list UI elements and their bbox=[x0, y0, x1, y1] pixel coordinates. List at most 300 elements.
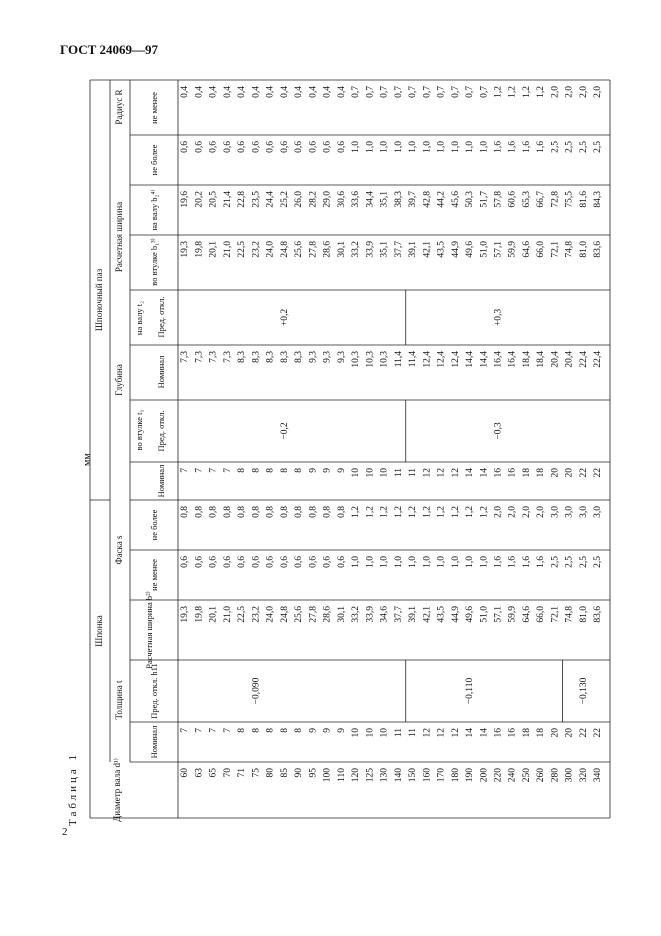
table-cell: 2,5 bbox=[578, 141, 589, 153]
table-cell: 51,7 bbox=[479, 191, 490, 208]
table-cell: 11 bbox=[393, 728, 404, 738]
table-cell: 0,6 bbox=[180, 141, 191, 153]
table-cell: 25,6 bbox=[294, 241, 305, 258]
table-cell: 1,2 bbox=[351, 506, 362, 518]
table-cell: 8 bbox=[279, 728, 290, 733]
table-cell: 1,0 bbox=[365, 141, 376, 153]
table-cell: 1,2 bbox=[436, 506, 447, 518]
table-cell: 19,3 bbox=[180, 241, 191, 258]
table-cell: 0,6 bbox=[308, 141, 319, 153]
table-cell: 1,0 bbox=[436, 141, 447, 153]
table-cell: 90 bbox=[294, 768, 305, 778]
table-cell: 0,6 bbox=[251, 556, 262, 568]
table-cell: 16,4 bbox=[507, 351, 518, 368]
table-cell: 10,3 bbox=[379, 351, 390, 368]
table-cell: 59,9 bbox=[507, 241, 518, 258]
table-cell: 9,3 bbox=[308, 351, 319, 363]
table-cell: 3,0 bbox=[564, 506, 575, 518]
table-cell: 21,0 bbox=[222, 606, 233, 623]
table-cell: 0,4 bbox=[308, 86, 319, 98]
table-cell: 260 bbox=[536, 768, 547, 783]
table-cell: 27,8 bbox=[308, 241, 319, 258]
table-cell: 81,0 bbox=[578, 241, 589, 258]
table-cell: 50,3 bbox=[465, 191, 476, 208]
table-cell: 8 bbox=[237, 728, 248, 733]
table-cell: 0,4 bbox=[237, 86, 248, 98]
table-cell: 1,2 bbox=[408, 506, 419, 518]
table-cell: 8,3 bbox=[279, 351, 290, 363]
table-cell: 80 bbox=[265, 768, 276, 778]
table-cell: 19,8 bbox=[194, 241, 205, 258]
table-cell: 23,5 bbox=[251, 191, 262, 208]
table-cell: 22,8 bbox=[237, 191, 248, 208]
table-cell: 1,0 bbox=[422, 556, 433, 568]
table-cell: 24,8 bbox=[279, 606, 290, 623]
table-cell: 25,2 bbox=[279, 191, 290, 208]
table-cell: 14 bbox=[479, 728, 490, 738]
table-cell: 1,6 bbox=[536, 141, 547, 153]
table-cell: 22,4 bbox=[593, 351, 604, 368]
table-cell: 12 bbox=[436, 728, 447, 738]
table-cell: 0,4 bbox=[194, 86, 205, 98]
table-cell: 44,9 bbox=[450, 606, 461, 623]
table-cell: 0,7 bbox=[422, 86, 433, 98]
table-cell: 33,2 bbox=[351, 241, 362, 258]
table-cell: 9,3 bbox=[336, 351, 347, 363]
table-cell: 16,4 bbox=[493, 351, 504, 368]
table-cell: 2,5 bbox=[564, 141, 575, 153]
table-cell: 0,6 bbox=[222, 556, 233, 568]
table-cell: 18 bbox=[521, 728, 532, 738]
table-cell: 22,4 bbox=[578, 351, 589, 368]
table-cell: 2,5 bbox=[593, 141, 604, 153]
table-cell: 43,5 bbox=[436, 241, 447, 258]
table-cell: 7 bbox=[222, 468, 233, 473]
table-cell: 320 bbox=[578, 768, 589, 783]
table-cell: 8 bbox=[294, 728, 305, 733]
table-cell: 42,1 bbox=[422, 241, 433, 258]
table-cell: 37,7 bbox=[393, 606, 404, 623]
table-cell: 1,2 bbox=[479, 506, 490, 518]
table-cell: 0,6 bbox=[208, 556, 219, 568]
table-cell: 1,0 bbox=[408, 556, 419, 568]
table-cell: 1,0 bbox=[422, 141, 433, 153]
table-cell: 14 bbox=[479, 468, 490, 478]
table-cell: 64,6 bbox=[521, 241, 532, 258]
table-cell: 8,3 bbox=[294, 351, 305, 363]
table-cell: 0,6 bbox=[251, 141, 262, 153]
table-cell: 150 bbox=[408, 768, 419, 783]
table-cell: 0,8 bbox=[194, 506, 205, 518]
table-cell: 14 bbox=[465, 468, 476, 478]
table-cell: 1,0 bbox=[379, 141, 390, 153]
header-tol-h11: Пред. откл. h11 bbox=[148, 663, 159, 719]
table-cell: 22 bbox=[578, 728, 589, 738]
table-cell: 2,0 bbox=[593, 86, 604, 98]
table-cell: 0,8 bbox=[251, 506, 262, 518]
table-cell: 20,4 bbox=[550, 351, 561, 368]
table-cell: 45,6 bbox=[450, 191, 461, 208]
table-cell: 33,9 bbox=[365, 606, 376, 623]
table-cell: 83,6 bbox=[593, 606, 604, 623]
table-cell: 1,0 bbox=[351, 141, 362, 153]
table-cell: 7 bbox=[180, 728, 191, 733]
table-cell: 1,6 bbox=[521, 141, 532, 153]
table-cell: 0,8 bbox=[222, 506, 233, 518]
table-cell: 125 bbox=[365, 768, 376, 783]
table-cell: 0,7 bbox=[351, 86, 362, 98]
table-cell: 0,8 bbox=[279, 506, 290, 518]
table-cell: 75 bbox=[251, 768, 262, 778]
table-cell: 1,2 bbox=[379, 506, 390, 518]
header-chamfer: Фаска s bbox=[114, 535, 125, 565]
table-cell: 12,4 bbox=[436, 351, 447, 368]
table-cell: 20 bbox=[564, 728, 575, 738]
header-keyway-group: Шпоночный паз bbox=[94, 268, 105, 332]
table-cell: 340 bbox=[593, 768, 604, 783]
table-cell: 8 bbox=[294, 468, 305, 473]
table-cell: 14 bbox=[465, 728, 476, 738]
table-cell: 9 bbox=[322, 728, 333, 733]
table-cell: 39,1 bbox=[408, 606, 419, 623]
table-cell: 10,3 bbox=[365, 351, 376, 368]
table-cell: 35,1 bbox=[379, 241, 390, 258]
table-cell: 7,3 bbox=[180, 351, 191, 363]
table-cell: 1,6 bbox=[507, 556, 518, 568]
table-cell: 280 bbox=[550, 768, 561, 783]
table-cell: 3,0 bbox=[550, 506, 561, 518]
table-cell: 3,0 bbox=[578, 506, 589, 518]
header-chamfer-max: не более bbox=[148, 509, 159, 541]
table-cell: 64,6 bbox=[521, 606, 532, 623]
table-cell: 9 bbox=[308, 468, 319, 473]
table-cell: 30,1 bbox=[336, 241, 347, 258]
tol-h11-b: −0,110 bbox=[465, 677, 476, 705]
table-cell: 84,3 bbox=[593, 191, 604, 208]
table-cell: 7,3 bbox=[194, 351, 205, 363]
table-cell: 25,6 bbox=[294, 606, 305, 623]
table-cell: 71 bbox=[237, 768, 248, 778]
table-cell: 33,2 bbox=[351, 606, 362, 623]
table-cell: 0,4 bbox=[336, 86, 347, 98]
table-cell: 23,2 bbox=[251, 241, 262, 258]
table-cell: 10 bbox=[351, 728, 362, 738]
table-cell: 12 bbox=[422, 468, 433, 478]
table-cell: 11 bbox=[393, 468, 404, 478]
table-cell: 10 bbox=[365, 728, 376, 738]
table-cell: 34,4 bbox=[365, 191, 376, 208]
table-cell: 51,0 bbox=[479, 241, 490, 258]
table-cell: 12 bbox=[436, 468, 447, 478]
table-cell: 220 bbox=[493, 768, 504, 783]
table-cell: 66,7 bbox=[536, 191, 547, 208]
table-cell: 7 bbox=[180, 468, 191, 473]
table-cell: 9 bbox=[336, 468, 347, 473]
table-cell: 0,6 bbox=[336, 556, 347, 568]
table-cell: 75,5 bbox=[564, 191, 575, 208]
table-cell: 0,6 bbox=[237, 556, 248, 568]
table-cell: 12,4 bbox=[450, 351, 461, 368]
table-cell: 130 bbox=[379, 768, 390, 783]
table-cell: 2,5 bbox=[550, 556, 561, 568]
table-cell: 1,0 bbox=[479, 141, 490, 153]
table-cell: 160 bbox=[422, 768, 433, 783]
table-cell: 18 bbox=[521, 468, 532, 478]
table-cell: 0,6 bbox=[322, 141, 333, 153]
header-hub-depth: во втулке t₁ bbox=[133, 409, 144, 451]
unit-label: мм bbox=[82, 453, 93, 466]
table-cell: 1,0 bbox=[450, 556, 461, 568]
table-cell: 7 bbox=[194, 468, 205, 473]
table-cell: 1,2 bbox=[422, 506, 433, 518]
table-cell: 66,0 bbox=[536, 241, 547, 258]
table-cell: 26,0 bbox=[294, 191, 305, 208]
table-cell: 57,1 bbox=[493, 606, 504, 623]
table-cell: 0,4 bbox=[251, 86, 262, 98]
table-cell: 37,7 bbox=[393, 241, 404, 258]
table-cell: 9 bbox=[308, 728, 319, 733]
table-cell: 57,8 bbox=[493, 191, 504, 208]
table-cell: 28,2 bbox=[308, 191, 319, 208]
table-cell: 33,6 bbox=[351, 191, 362, 208]
table-cell: 0,4 bbox=[222, 86, 233, 98]
table-cell: 20 bbox=[550, 728, 561, 738]
table-cell: 85 bbox=[279, 768, 290, 778]
table-cell: 10,3 bbox=[351, 351, 362, 368]
table-cell: 0,6 bbox=[194, 556, 205, 568]
table-cell: 95 bbox=[308, 768, 319, 778]
tol-hub-b: −0,3 bbox=[493, 422, 504, 440]
table-cell: 10 bbox=[379, 468, 390, 478]
table-cell: 0,4 bbox=[294, 86, 305, 98]
table-cell: 1,6 bbox=[493, 556, 504, 568]
table-cell: 18 bbox=[536, 468, 547, 478]
table-cell: 39,7 bbox=[408, 191, 419, 208]
table-cell: 0,8 bbox=[322, 506, 333, 518]
table-cell: 72,1 bbox=[550, 241, 561, 258]
table-cell: 27,8 bbox=[308, 606, 319, 623]
table-cell: 0,7 bbox=[479, 86, 490, 98]
table-cell: 2,0 bbox=[507, 506, 518, 518]
table-cell: 59,9 bbox=[507, 606, 518, 623]
table-cell: 1,0 bbox=[479, 556, 490, 568]
header-hub-tol: Пред. откл. bbox=[155, 410, 166, 452]
table-cell: 42,8 bbox=[422, 191, 433, 208]
table-cell: 8 bbox=[279, 468, 290, 473]
table-cell: 16 bbox=[507, 468, 518, 478]
header-key-group: Шпонка bbox=[94, 615, 105, 647]
table-cell: 0,7 bbox=[465, 86, 476, 98]
table-cell: 0,7 bbox=[450, 86, 461, 98]
table-cell: 42,1 bbox=[422, 606, 433, 623]
table-cell: 11,4 bbox=[408, 351, 419, 368]
table-cell: 1,0 bbox=[465, 141, 476, 153]
table-cell: 140 bbox=[393, 768, 404, 783]
table-cell: 18 bbox=[536, 728, 547, 738]
table-cell: 1,0 bbox=[365, 556, 376, 568]
table-cell: 11 bbox=[408, 468, 419, 478]
table-cell: 14,4 bbox=[465, 351, 476, 368]
table-cell: 0,8 bbox=[308, 506, 319, 518]
table-cell: 34,6 bbox=[379, 606, 390, 623]
table-cell: 300 bbox=[564, 768, 575, 783]
table-cell: 1,2 bbox=[393, 506, 404, 518]
table-cell: 2,0 bbox=[564, 86, 575, 98]
table-cell: 120 bbox=[351, 768, 362, 783]
table-cell: 72,1 bbox=[550, 606, 561, 623]
table-cell: 49,6 bbox=[465, 606, 476, 623]
table-cell: 1,0 bbox=[351, 556, 362, 568]
table-cell: 0,7 bbox=[436, 86, 447, 98]
table-cell: 1,2 bbox=[465, 506, 476, 518]
table-cell: 8 bbox=[251, 728, 262, 733]
table-cell: 9 bbox=[336, 728, 347, 733]
table-cell: 16 bbox=[493, 468, 504, 478]
table-cell: 0,7 bbox=[393, 86, 404, 98]
table-cell: 0,6 bbox=[322, 556, 333, 568]
table-cell: 110 bbox=[336, 768, 347, 782]
table-cell: 0,8 bbox=[265, 506, 276, 518]
header-shaft-depth: на валу t₂ bbox=[133, 300, 144, 336]
table-cell: 74,8 bbox=[564, 241, 575, 258]
table-cell: 21,4 bbox=[222, 191, 233, 208]
table-cell: 24,0 bbox=[265, 241, 276, 258]
table-cell: 0,6 bbox=[279, 556, 290, 568]
table-cell: 1,0 bbox=[393, 556, 404, 568]
table-cell: 20 bbox=[550, 468, 561, 478]
header-width-shaft: на валу b₂⁴⁾ bbox=[148, 189, 159, 231]
table-cell: 1,6 bbox=[521, 556, 532, 568]
table-cell: 29,0 bbox=[322, 191, 333, 208]
header-calc-width: Расчетная ширина bbox=[114, 201, 125, 273]
table-cell: 0,6 bbox=[294, 556, 305, 568]
table-cell: 180 bbox=[450, 768, 461, 783]
table-cell: 28,6 bbox=[322, 606, 333, 623]
table-cell: 0,6 bbox=[208, 141, 219, 153]
table-cell: 8,3 bbox=[251, 351, 262, 363]
header-width-hub: во втулке b₁³⁾ bbox=[148, 238, 159, 286]
table-cell: 11,4 bbox=[393, 351, 404, 368]
table-cell: 8,3 bbox=[237, 351, 248, 363]
table-cell: 65,3 bbox=[521, 191, 532, 208]
table-cell: 16 bbox=[493, 728, 504, 738]
table-cell: 0,7 bbox=[379, 86, 390, 98]
table-cell: 22 bbox=[593, 728, 604, 738]
table-cell: 1,0 bbox=[379, 556, 390, 568]
table-cell: 12,4 bbox=[422, 351, 433, 368]
table-cell: 1,0 bbox=[436, 556, 447, 568]
table-cell: 0,4 bbox=[322, 86, 333, 98]
header-chamfer-min: не менее bbox=[148, 559, 159, 591]
table-cell: 20,1 bbox=[208, 606, 219, 623]
table-cell: 1,2 bbox=[365, 506, 376, 518]
tol-h11-c: −0,130 bbox=[578, 677, 589, 705]
table-cell: 24,4 bbox=[265, 191, 276, 208]
table-cell: 9,3 bbox=[322, 351, 333, 363]
table-cell: 2,0 bbox=[536, 506, 547, 518]
table-cell: 18,4 bbox=[521, 351, 532, 368]
header-radius: Радиус R bbox=[114, 89, 125, 125]
table-cell: 20,5 bbox=[208, 191, 219, 208]
table-cell: 0,8 bbox=[208, 506, 219, 518]
table-cell: 8 bbox=[265, 728, 276, 733]
table-cell: 10 bbox=[351, 468, 362, 478]
table-cell: 14,4 bbox=[479, 351, 490, 368]
table-cell: 22,5 bbox=[237, 241, 248, 258]
table-cell: 19,3 bbox=[180, 606, 191, 623]
table-cell: 250 bbox=[521, 768, 532, 783]
table-cell: 63 bbox=[194, 768, 205, 778]
table-cell: 1,6 bbox=[493, 141, 504, 153]
table-cell: 2,5 bbox=[593, 556, 604, 568]
table-cell: 0,6 bbox=[279, 141, 290, 153]
table-cell: 0,8 bbox=[180, 506, 191, 518]
table-cell: 200 bbox=[479, 768, 490, 783]
table-cell: 9 bbox=[322, 468, 333, 473]
table-cell: 8 bbox=[265, 468, 276, 473]
table-cell: 7 bbox=[194, 728, 205, 733]
table-cell: 170 bbox=[436, 768, 447, 783]
table-cell: 7 bbox=[222, 728, 233, 733]
table-cell: 24,8 bbox=[279, 241, 290, 258]
table-cell: 1,0 bbox=[465, 556, 476, 568]
table-cell: 22 bbox=[593, 468, 604, 478]
header-shaft-tol: Пред. откл. bbox=[155, 296, 166, 338]
table-cell: 0,6 bbox=[294, 141, 305, 153]
table-cell: 2,5 bbox=[550, 141, 561, 153]
table-cell: 74,8 bbox=[564, 606, 575, 623]
table-cell: 49,6 bbox=[465, 241, 476, 258]
table-cell: 19,8 bbox=[194, 606, 205, 623]
table-cell: 38,3 bbox=[393, 191, 404, 208]
table-cell: 28,6 bbox=[322, 241, 333, 258]
table-cell: 0,7 bbox=[408, 86, 419, 98]
header-radius-min: не менее bbox=[148, 92, 159, 124]
table-cell: 70 bbox=[222, 768, 233, 778]
document-header: ГОСТ 24069—97 bbox=[60, 42, 159, 57]
table-cell: 7,3 bbox=[208, 351, 219, 363]
header-calc-width-key: Расчетная ширина b²⁾ bbox=[143, 591, 154, 669]
table-cell: 2,5 bbox=[578, 556, 589, 568]
table-cell: 23,2 bbox=[251, 606, 262, 623]
table-cell: 0,8 bbox=[237, 506, 248, 518]
table-cell: 60 bbox=[180, 768, 191, 778]
table-cell: 0,7 bbox=[365, 86, 376, 98]
table-cell: 22,5 bbox=[237, 606, 248, 623]
table-cell: 2,0 bbox=[578, 86, 589, 98]
table-cell: 12 bbox=[450, 728, 461, 738]
table-cell: 0,6 bbox=[265, 141, 276, 153]
table-cell: 81,6 bbox=[578, 191, 589, 208]
table-cell: 1,2 bbox=[450, 506, 461, 518]
table-cell: 0,8 bbox=[336, 506, 347, 518]
table-cell: 2,5 bbox=[564, 556, 575, 568]
table-cell: 65 bbox=[208, 768, 219, 778]
table-cell: 2,0 bbox=[521, 506, 532, 518]
table-cell: 0,4 bbox=[208, 86, 219, 98]
table-cell: 10 bbox=[365, 468, 376, 478]
table-cell: 24,0 bbox=[265, 606, 276, 623]
table-cell: 1,6 bbox=[507, 141, 518, 153]
table-cell: 39,1 bbox=[408, 241, 419, 258]
table-cell: 1,6 bbox=[536, 556, 547, 568]
table-cell: 20,1 bbox=[208, 241, 219, 258]
header-depth: Глубина bbox=[114, 364, 125, 396]
table-cell: 1,2 bbox=[507, 86, 518, 98]
table-cell: 0,8 bbox=[294, 506, 305, 518]
table-cell: 10 bbox=[379, 728, 390, 738]
header-radius-max: не более bbox=[148, 144, 159, 176]
